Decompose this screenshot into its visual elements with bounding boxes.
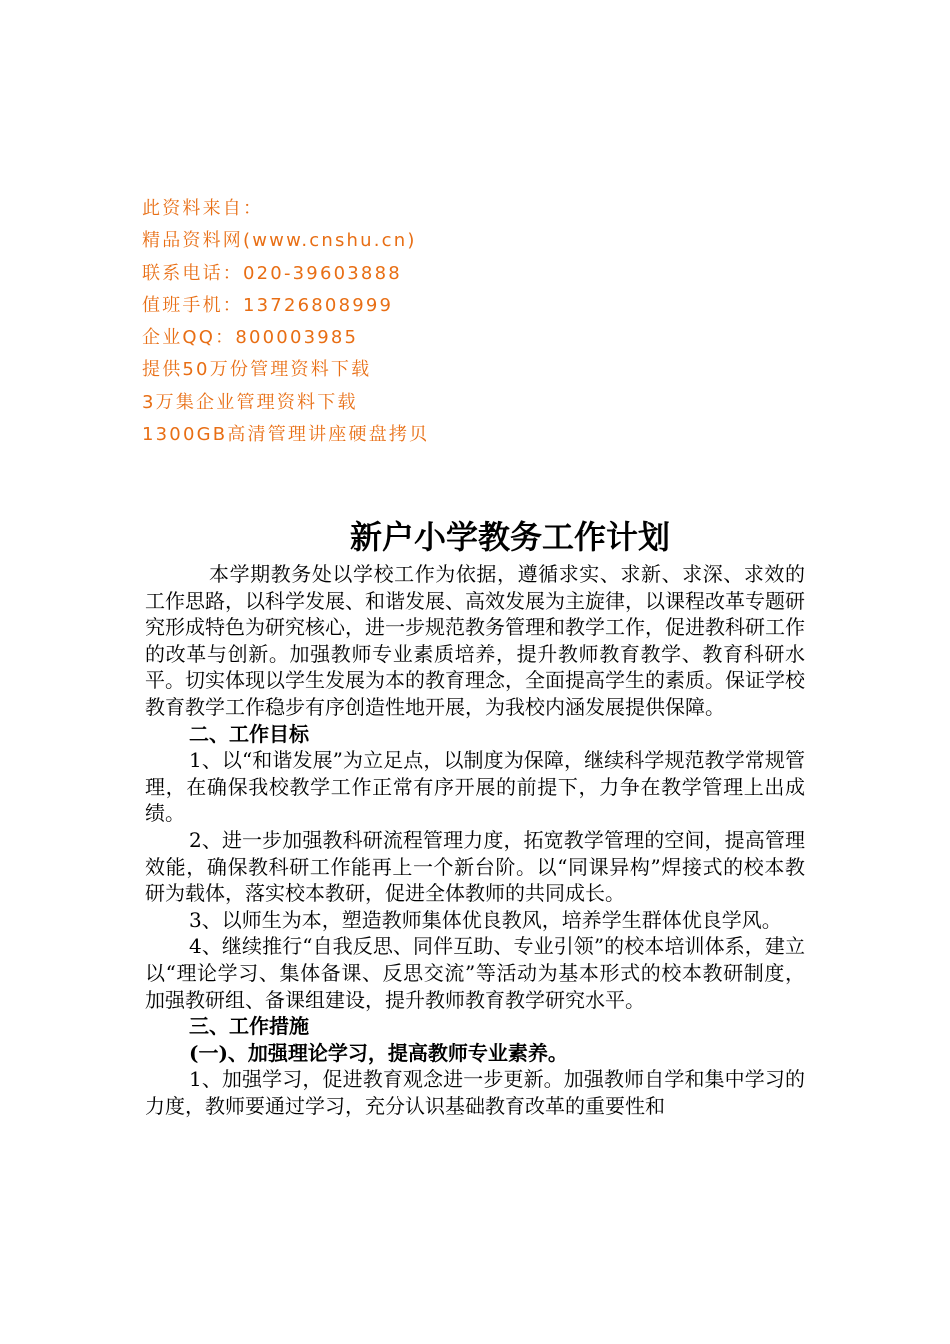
- download-offer-line: 3万集企业管理资料下载: [142, 391, 358, 413]
- contact-phone-line: 联系电话：020-39603888: [142, 262, 402, 284]
- lecture-copy-line: 1300GB高清管理讲座硬盘拷贝: [142, 424, 430, 446]
- download-offer-line: 提供50万份管理资料下载: [142, 359, 372, 381]
- source-website-line: 精品资料网(www.cnshu.cn): [142, 230, 417, 252]
- measure-item-1: 1、加强学习，促进教育观念进一步更新。加强教师自学和集中学习的力度，教师要通过学习，充分认识基础教育改革的重要性和: [145, 1067, 805, 1118]
- section-heading-goals: 二、工作目标: [189, 721, 309, 746]
- intro-paragraph: 本学期教务处以学校工作为依据，遵循求实、求新、求深、求效的工作思路，以科学发展、和谐发展、高效发展为主旋律，以课程改革专题研究形成特色为研究核心，进一步规范教务管理和教学工作，促进教科研工作的改革与创新。加强教师专业素质培养，提升教师教育教学、教育科研水平。切实体现以学生发展为本的教育理念，全面提高学生的素质。保证学校教育教学工作稳步有序创造性地开展，为我校内涵发展提供保障。: [145, 562, 805, 719]
- duty-mobile-line: 值班手机：13726808999: [142, 294, 394, 316]
- goal-item-2: 2、进一步加强教科研流程管理力度，拓宽教学管理的空间，提高管理效能，确保教科研工作能再上一个新台阶。以“同课异构”焊接式的校本教研为载体，落实校本教研，促进全体教师的共同成长。: [145, 827, 805, 906]
- goal-item-3: 3、以师生为本，塑造教师集体优良教风，培养学生群体优良学风。: [189, 907, 782, 932]
- subsection-heading-theory-study: (一)、加强理论学习，提高教师专业素养。: [189, 1040, 568, 1065]
- section-heading-measures: 三、工作措施: [189, 1014, 309, 1039]
- document-body: [145, 561, 805, 1119]
- source-notice-line: 此资料来自：: [142, 198, 264, 219]
- enterprise-qq-line: 企业QQ：800003985: [142, 327, 359, 349]
- document-title: 新户小学教务工作计划: [349, 518, 670, 556]
- goal-item-1: 1、以“和谐发展”为立足点，以制度为保障，继续科学规范教学常规管理，在确保我校教学工作正常有序开展的前提下，力争在教学管理上出成绩。: [145, 748, 805, 826]
- source-notice: [142, 193, 782, 451]
- goal-item-4: 4、继续推行“自我反思、同伴互助、专业引领”的校本培训体系，建立以“理论学习、集体备课、反思交流”等活动为基本形式的校本教研制度，加强教研组、备课组建设，提升教师教育教学研究水平。: [145, 934, 805, 1012]
